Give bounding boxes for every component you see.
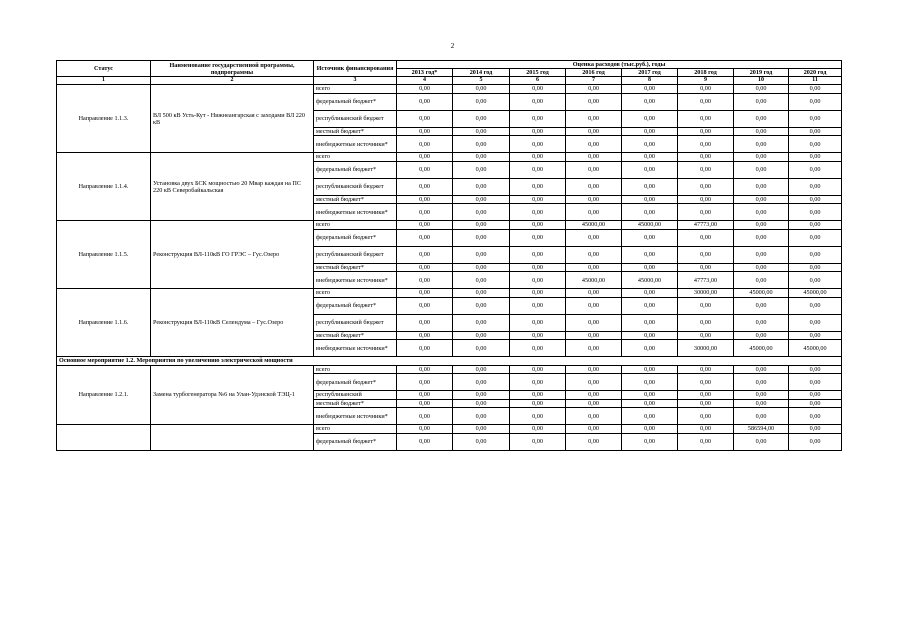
expense-value: 0,00	[789, 178, 842, 195]
expense-value: 0,00	[678, 127, 734, 136]
expense-value: 0,00	[397, 229, 453, 246]
expense-value: 0,00	[566, 391, 622, 400]
expense-value: 0,00	[734, 433, 789, 450]
expense-value: 0,00	[789, 399, 842, 408]
expense-value: 0,00	[734, 391, 789, 400]
column-number: 11	[789, 77, 842, 85]
expense-value: 0,00	[789, 408, 842, 425]
financing-source: местный бюджет*	[314, 127, 397, 136]
year-header: 2017 год	[622, 69, 678, 77]
financing-source: республиканский бюджет	[314, 178, 397, 195]
column-number: 2	[151, 77, 314, 85]
expense-value: 0,00	[566, 195, 622, 204]
direction-status: Направление 1.1.5.	[57, 221, 151, 289]
expense-value: 0,00	[622, 365, 678, 374]
expense-value: 0,00	[734, 331, 789, 340]
expense-value: 0,00	[566, 204, 622, 221]
expense-value: 0,00	[397, 425, 453, 434]
direction-status: Направление 1.1.4.	[57, 153, 151, 221]
financing-source: местный бюджет*	[314, 195, 397, 204]
expense-value: 47773,00	[678, 272, 734, 289]
financing-source: местный бюджет*	[314, 263, 397, 272]
expense-value: 0,00	[453, 433, 510, 450]
expense-value: 0,00	[622, 195, 678, 204]
expense-value: 0,00	[622, 178, 678, 195]
direction-name: Замена турбогенератора №6 на Улан-Удэнской ТЭЦ-1	[151, 365, 314, 425]
expense-value: 0,00	[510, 425, 566, 434]
expense-value: 0,00	[397, 297, 453, 314]
expense-value: 0,00	[622, 127, 678, 136]
expense-value: 0,00	[789, 314, 842, 331]
expense-value: 0,00	[397, 374, 453, 391]
expense-value: 0,00	[510, 399, 566, 408]
expense-value: 0,00	[510, 229, 566, 246]
expense-value: 0,00	[397, 127, 453, 136]
expense-value: 0,00	[789, 246, 842, 263]
expense-value: 0,00	[678, 391, 734, 400]
expense-value: 0,00	[510, 178, 566, 195]
expense-value: 0,00	[622, 136, 678, 153]
expense-value: 0,00	[397, 365, 453, 374]
expense-value: 0,00	[566, 331, 622, 340]
expense-value: 586594,00	[734, 425, 789, 434]
section-title: Основное мероприятие 1.2. Мероприятия по увеличению электрической мощности	[57, 357, 842, 366]
expense-value: 0,00	[453, 297, 510, 314]
expense-value: 0,00	[734, 297, 789, 314]
expense-value: 0,00	[734, 365, 789, 374]
expense-value: 0,00	[622, 408, 678, 425]
expense-value: 0,00	[510, 433, 566, 450]
column-number: 6	[510, 77, 566, 85]
financing-source: внебюджетные источники*	[314, 408, 397, 425]
expense-value: 0,00	[397, 93, 453, 110]
expense-value: 0,00	[453, 136, 510, 153]
expense-value: 0,00	[678, 425, 734, 434]
expense-value: 0,00	[453, 263, 510, 272]
expense-value: 0,00	[510, 263, 566, 272]
expense-value: 0,00	[734, 195, 789, 204]
year-header: 2019 год	[734, 69, 789, 77]
expense-value: 0,00	[566, 178, 622, 195]
expense-value: 30000,00	[678, 289, 734, 298]
expense-value: 0,00	[789, 365, 842, 374]
expense-value: 0,00	[789, 433, 842, 450]
financing-source: республиканский бюджет	[314, 110, 397, 127]
expense-value: 0,00	[510, 297, 566, 314]
column-number: 5	[453, 77, 510, 85]
expense-value: 0,00	[397, 204, 453, 221]
expense-value: 0,00	[789, 374, 842, 391]
expense-value: 0,00	[734, 221, 789, 230]
expense-value: 0,00	[453, 221, 510, 230]
column-number: 3	[314, 77, 397, 85]
header-row	[57, 61, 842, 69]
expense-value: 0,00	[789, 195, 842, 204]
expense-value: 0,00	[397, 110, 453, 127]
expense-value: 0,00	[622, 263, 678, 272]
expense-value: 0,00	[734, 127, 789, 136]
expense-value: 0,00	[678, 314, 734, 331]
expense-value: 0,00	[622, 297, 678, 314]
expense-value: 0,00	[789, 161, 842, 178]
expense-value: 0,00	[734, 314, 789, 331]
expense-value: 0,00	[566, 161, 622, 178]
expense-value: 0,00	[397, 433, 453, 450]
year-header: 2016 год	[566, 69, 622, 77]
expense-value: 0,00	[678, 246, 734, 263]
expense-value: 30000,00	[678, 340, 734, 357]
expense-value: 0,00	[453, 246, 510, 263]
expense-value: 0,00	[622, 374, 678, 391]
expense-value: 0,00	[566, 246, 622, 263]
expense-value: 0,00	[622, 229, 678, 246]
expense-value: 0,00	[566, 365, 622, 374]
expense-value: 0,00	[622, 391, 678, 400]
expense-value: 0,00	[397, 221, 453, 230]
expense-value: 0,00	[678, 433, 734, 450]
expense-value: 45000,00	[734, 289, 789, 298]
direction-status	[57, 425, 151, 451]
financing-source: федеральный бюджет*	[314, 93, 397, 110]
expense-value: 0,00	[734, 110, 789, 127]
expense-value: 0,00	[622, 340, 678, 357]
column-number: 10	[734, 77, 789, 85]
expense-value: 0,00	[397, 331, 453, 340]
expense-value: 0,00	[622, 399, 678, 408]
expense-value: 0,00	[678, 195, 734, 204]
expense-value: 0,00	[622, 153, 678, 162]
expense-value: 0,00	[397, 340, 453, 357]
expense-value: 0,00	[510, 374, 566, 391]
expense-value: 0,00	[510, 136, 566, 153]
expense-value: 0,00	[453, 93, 510, 110]
expense-value: 0,00	[622, 204, 678, 221]
expense-value: 0,00	[622, 85, 678, 94]
column-number: 4	[397, 77, 453, 85]
expense-value: 0,00	[453, 365, 510, 374]
expense-value: 0,00	[789, 221, 842, 230]
expense-value: 0,00	[510, 93, 566, 110]
expense-value: 0,00	[622, 425, 678, 434]
column-number: 7	[566, 77, 622, 85]
expense-value: 0,00	[510, 391, 566, 400]
financing-source: федеральный бюджет*	[314, 161, 397, 178]
table-row	[57, 365, 842, 374]
expense-value: 0,00	[510, 127, 566, 136]
expense-value: 0,00	[397, 136, 453, 153]
expense-value: 0,00	[734, 272, 789, 289]
expense-value: 0,00	[510, 161, 566, 178]
expense-value: 0,00	[397, 195, 453, 204]
table-row	[57, 425, 842, 434]
expense-value: 0,00	[397, 408, 453, 425]
expense-value: 0,00	[566, 110, 622, 127]
expense-value: 45000,00	[789, 289, 842, 298]
expense-value: 0,00	[510, 272, 566, 289]
expense-value: 45000,00	[566, 221, 622, 230]
expense-value: 0,00	[734, 93, 789, 110]
expense-value: 0,00	[789, 331, 842, 340]
expense-value: 0,00	[510, 331, 566, 340]
financing-source: федеральный бюджет*	[314, 374, 397, 391]
table-row	[57, 85, 842, 94]
expense-value: 0,00	[397, 161, 453, 178]
expense-value: 0,00	[789, 153, 842, 162]
expense-value: 0,00	[510, 110, 566, 127]
financing-source: местный бюджет*	[314, 399, 397, 408]
expense-value: 0,00	[566, 153, 622, 162]
direction-name: Реконструкция ВЛ-110кВ ГО ГРЭС – Гус.Озеро	[151, 221, 314, 289]
financing-source: федеральный бюджет*	[314, 297, 397, 314]
expense-value: 0,00	[734, 263, 789, 272]
expense-value: 0,00	[678, 297, 734, 314]
expense-value: 0,00	[734, 399, 789, 408]
expense-value: 0,00	[566, 425, 622, 434]
expense-value: 0,00	[734, 161, 789, 178]
expense-value: 0,00	[510, 195, 566, 204]
expense-value: 0,00	[678, 161, 734, 178]
expense-value: 0,00	[453, 314, 510, 331]
expense-value: 0,00	[734, 204, 789, 221]
expense-value: 0,00	[789, 136, 842, 153]
page-number: 2	[450, 42, 455, 50]
expense-value: 0,00	[566, 314, 622, 331]
financing-source: всего	[314, 153, 397, 162]
expense-value: 0,00	[789, 391, 842, 400]
year-header: 2013 год*	[397, 69, 453, 77]
expense-value: 0,00	[397, 399, 453, 408]
expense-value: 0,00	[622, 314, 678, 331]
expense-value: 0,00	[510, 314, 566, 331]
expense-value: 0,00	[734, 136, 789, 153]
expense-value: 0,00	[678, 153, 734, 162]
expense-value: 0,00	[678, 85, 734, 94]
expense-value: 0,00	[789, 127, 842, 136]
header-estimate: Оценка расходов (тыс.руб.), годы	[397, 61, 842, 69]
expense-value: 0,00	[678, 93, 734, 110]
expense-value: 0,00	[397, 272, 453, 289]
column-number: 1	[57, 77, 151, 85]
expense-value: 0,00	[510, 340, 566, 357]
expense-value: 0,00	[566, 374, 622, 391]
expense-value: 0,00	[566, 399, 622, 408]
expense-value: 0,00	[397, 289, 453, 298]
expense-value: 0,00	[789, 263, 842, 272]
expense-value: 0,00	[453, 391, 510, 400]
expense-value: 0,00	[789, 110, 842, 127]
expense-value: 0,00	[397, 246, 453, 263]
expense-value: 0,00	[678, 263, 734, 272]
financing-source: внебюджетные источники*	[314, 204, 397, 221]
expense-value: 0,00	[789, 93, 842, 110]
expense-value: 0,00	[397, 314, 453, 331]
expense-value: 0,00	[453, 110, 510, 127]
expense-value: 0,00	[678, 374, 734, 391]
expense-value: 0,00	[789, 297, 842, 314]
expense-value: 0,00	[678, 399, 734, 408]
expense-value: 0,00	[622, 331, 678, 340]
financing-source: внебюджетные источники*	[314, 136, 397, 153]
section-row	[57, 357, 842, 366]
expense-value: 0,00	[678, 204, 734, 221]
expense-value: 0,00	[789, 204, 842, 221]
column-number: 8	[622, 77, 678, 85]
expense-value: 0,00	[566, 297, 622, 314]
expense-value: 0,00	[566, 136, 622, 153]
expense-value: 0,00	[566, 85, 622, 94]
expense-value: 0,00	[678, 178, 734, 195]
expense-value: 0,00	[734, 85, 789, 94]
expense-value: 45000,00	[566, 272, 622, 289]
expense-value: 0,00	[789, 272, 842, 289]
expense-value: 0,00	[453, 289, 510, 298]
expense-value: 45000,00	[734, 340, 789, 357]
direction-status: Направление 1.1.6.	[57, 289, 151, 357]
expense-value: 0,00	[566, 93, 622, 110]
expense-value: 0,00	[453, 161, 510, 178]
expense-value: 0,00	[566, 408, 622, 425]
expense-value: 0,00	[510, 365, 566, 374]
table-row	[57, 221, 842, 230]
table-row	[57, 289, 842, 298]
expense-value: 0,00	[453, 399, 510, 408]
expense-value: 0,00	[678, 136, 734, 153]
expense-value: 0,00	[397, 263, 453, 272]
expense-value: 0,00	[453, 153, 510, 162]
expense-value: 0,00	[453, 408, 510, 425]
expense-value: 45000,00	[622, 221, 678, 230]
expense-value: 0,00	[678, 331, 734, 340]
expense-value: 0,00	[622, 433, 678, 450]
expense-value: 45000,00	[622, 272, 678, 289]
expense-value: 0,00	[566, 229, 622, 246]
expense-value: 45000,00	[789, 340, 842, 357]
expense-value: 0,00	[510, 204, 566, 221]
expense-value: 0,00	[453, 272, 510, 289]
expense-value: 0,00	[510, 153, 566, 162]
financing-source: всего	[314, 365, 397, 374]
expense-value: 0,00	[510, 289, 566, 298]
financing-source: всего	[314, 289, 397, 298]
expense-value: 0,00	[622, 246, 678, 263]
expense-value: 0,00	[734, 374, 789, 391]
expense-value: 0,00	[453, 204, 510, 221]
expense-value: 0,00	[453, 425, 510, 434]
column-numbers-row	[57, 77, 842, 85]
expense-value: 0,00	[566, 340, 622, 357]
expense-value: 0,00	[734, 153, 789, 162]
expense-value: 0,00	[678, 408, 734, 425]
expense-value: 0,00	[566, 127, 622, 136]
header-source: Источник финансирования	[314, 61, 397, 77]
expense-value: 47773,00	[678, 221, 734, 230]
financing-source: федеральный бюджет*	[314, 433, 397, 450]
expense-value: 0,00	[789, 425, 842, 434]
expense-value: 0,00	[734, 408, 789, 425]
direction-status: Направление 1.1.3.	[57, 85, 151, 153]
year-header: 2014 год	[453, 69, 510, 77]
financing-source: республиканский бюджет	[314, 314, 397, 331]
financing-source: республиканский	[314, 391, 397, 400]
financing-source: республиканский бюджет	[314, 246, 397, 263]
direction-status: Направление 1.2.1.	[57, 365, 151, 425]
expense-value: 0,00	[510, 85, 566, 94]
expense-value: 0,00	[510, 408, 566, 425]
year-header: 2018 год	[678, 69, 734, 77]
header-status: Статус	[57, 61, 151, 77]
financing-source: местный бюджет*	[314, 331, 397, 340]
expense-value: 0,00	[397, 85, 453, 94]
expense-value: 0,00	[789, 229, 842, 246]
expense-value: 0,00	[622, 161, 678, 178]
expense-value: 0,00	[397, 153, 453, 162]
financing-source: всего	[314, 425, 397, 434]
expense-value: 0,00	[622, 93, 678, 110]
financing-source: всего	[314, 221, 397, 230]
direction-name: Реконструкция ВЛ-110кВ Селендума – Гус.Озеро	[151, 289, 314, 357]
expense-value: 0,00	[678, 229, 734, 246]
header-program: Наименование государственной программы, подпрограммы	[151, 61, 314, 77]
year-header: 2020 год	[789, 69, 842, 77]
table-row	[57, 153, 842, 162]
expense-value: 0,00	[734, 178, 789, 195]
expense-value: 0,00	[566, 263, 622, 272]
expense-value: 0,00	[734, 229, 789, 246]
expense-value: 0,00	[397, 391, 453, 400]
financing-source: всего	[314, 85, 397, 94]
financing-source: федеральный бюджет*	[314, 229, 397, 246]
column-number: 9	[678, 77, 734, 85]
expense-value: 0,00	[510, 221, 566, 230]
expense-value: 0,00	[453, 178, 510, 195]
expense-value: 0,00	[566, 289, 622, 298]
direction-name: ВЛ 500 кВ Усть-Кут - Нижнеангарская с заходами ВЛ 220 кВ	[151, 85, 314, 153]
expense-value: 0,00	[453, 229, 510, 246]
expense-value: 0,00	[566, 433, 622, 450]
expense-value: 0,00	[453, 195, 510, 204]
expense-value: 0,00	[622, 289, 678, 298]
expense-table	[56, 60, 842, 451]
expense-value: 0,00	[397, 178, 453, 195]
year-header: 2015 год	[510, 69, 566, 77]
expense-value: 0,00	[622, 110, 678, 127]
expense-value: 0,00	[453, 340, 510, 357]
expense-value: 0,00	[453, 374, 510, 391]
financing-source: внебюджетные источники*	[314, 340, 397, 357]
expense-value: 0,00	[734, 246, 789, 263]
expense-value: 0,00	[789, 85, 842, 94]
expense-value: 0,00	[453, 331, 510, 340]
direction-name: Установка двух БСК мощностью 20 Мвар каждая на ПС 220 кВ Северобайкальская	[151, 153, 314, 221]
expense-value: 0,00	[678, 110, 734, 127]
direction-name	[151, 425, 314, 451]
table-body	[57, 85, 842, 451]
expense-value: 0,00	[678, 365, 734, 374]
expense-value: 0,00	[453, 85, 510, 94]
expense-value: 0,00	[453, 127, 510, 136]
expense-value: 0,00	[510, 246, 566, 263]
financing-source: внебюджетные источники*	[314, 272, 397, 289]
